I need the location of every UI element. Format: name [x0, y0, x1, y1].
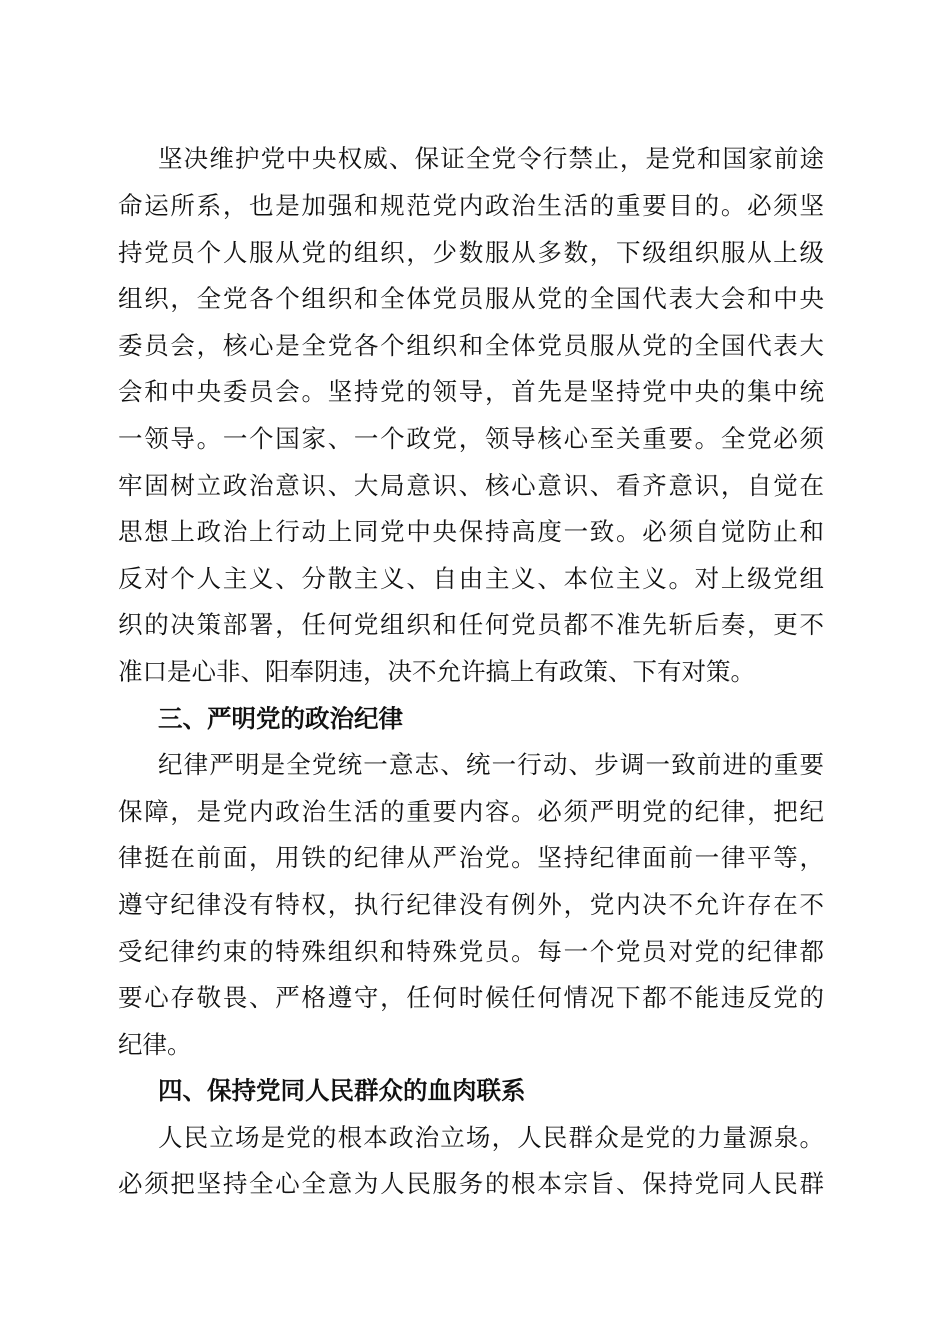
paragraph-2-line-1: 纪律严明是全党统一意志、统一行动、步调一致前进的重要: [158, 750, 824, 779]
paragraph-1-line-3: 持党员个人服从党的组织，少数服从多数，下级组织服从上级: [118, 238, 824, 267]
paragraph-1-line-1: 坚决维护党中央权威、保证全党令行禁止，是党和国家前途: [158, 144, 824, 173]
paragraph-1-line-8: 牢固树立政治意识、大局意识、核心意识、看齐意识，自觉在: [118, 471, 824, 500]
paragraph-1-line-4: 组织，全党各个组织和全体党员服从党的全国代表大会和中央: [118, 284, 824, 313]
paragraph-2-line-3: 律挺在前面，用铁的纪律从严治党。坚持纪律面前一律平等，: [118, 843, 824, 872]
paragraph-1-line-2: 命运所系，也是加强和规范党内政治生活的重要目的。必须坚: [118, 191, 824, 220]
paragraph-2-line-4: 遵守纪律没有特权，执行纪律没有例外，党内决不允许存在不: [118, 890, 824, 919]
paragraph-2-line-2: 保障，是党内政治生活的重要内容。必须严明党的纪律，把纪: [118, 797, 824, 826]
paragraph-1-line-9: 思想上政治上行动上同党中央保持高度一致。必须自觉防止和: [118, 517, 824, 546]
paragraph-2-line-5: 受纪律约束的特殊组织和特殊党员。每一个党员对党的纪律都: [118, 937, 824, 966]
section-heading-3: 三、严明党的政治纪律: [158, 704, 403, 733]
paragraph-1-line-7: 一领导。一个国家、一个政党，领导核心至关重要。全党必须: [118, 424, 824, 453]
paragraph-1-line-10: 反对个人主义、分散主义、自由主义、本位主义。对上级党组: [118, 564, 824, 593]
paragraph-3-line-1: 人民立场是党的根本政治立场，人民群众是党的力量源泉。: [158, 1123, 824, 1152]
paragraph-2-line-6: 要心存敬畏、严格遵守，任何时候任何情况下都不能违反党的: [118, 983, 824, 1012]
paragraph-1-line-6: 会和中央委员会。坚持党的领导，首先是坚持党中央的集中统: [118, 377, 824, 406]
paragraph-1-line-11: 织的决策部署，任何党组织和任何党员都不准先斩后奏，更不: [118, 610, 824, 639]
paragraph-2-line-7: 纪律。: [118, 1030, 192, 1059]
paragraph-3-line-2: 必须把坚持全心全意为人民服务的根本宗旨、保持党同人民群: [118, 1169, 824, 1198]
paragraph-1-line-12: 准口是心非、阳奉阴违，决不允许搞上有政策、下有对策。: [118, 657, 755, 686]
paragraph-1-line-5: 委员会，核心是全党各个组织和全体党员服从党的全国代表大: [118, 331, 824, 360]
section-heading-4: 四、保持党同人民群众的血肉联系: [158, 1076, 526, 1105]
